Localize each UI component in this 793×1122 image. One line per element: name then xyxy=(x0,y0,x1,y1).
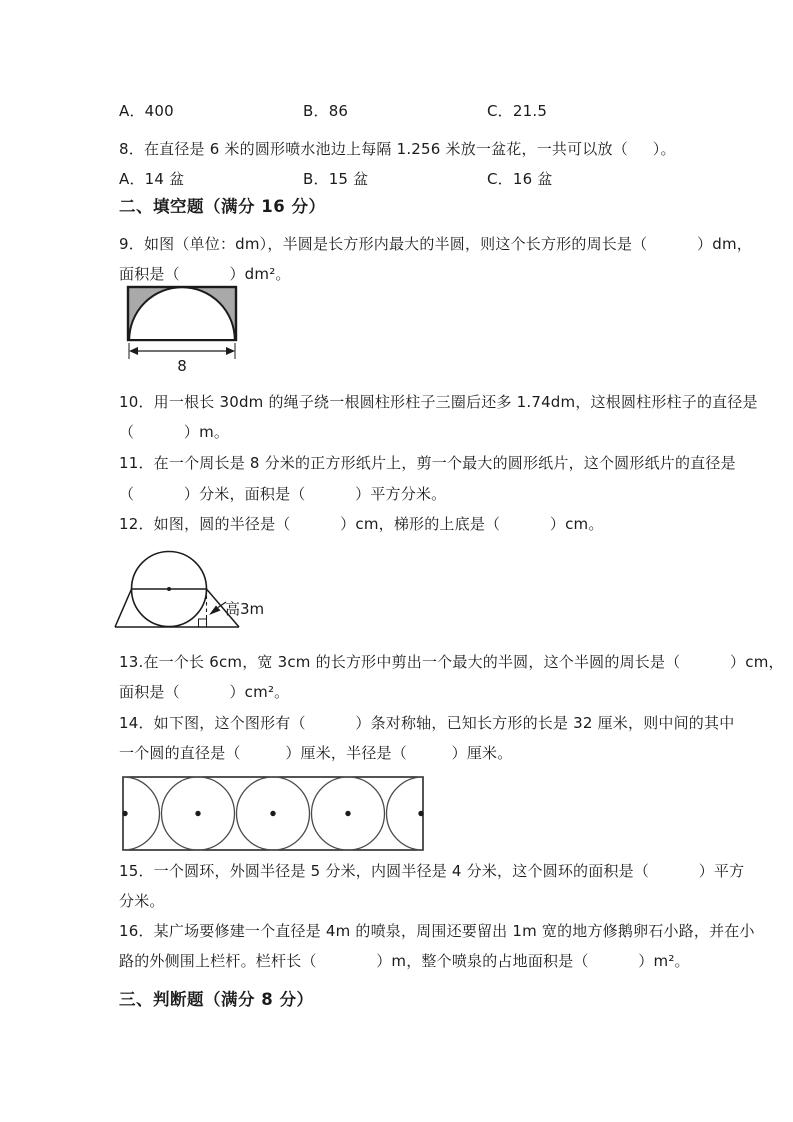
question-9-line-1: 9．如图（单位：dm），半圆是长方形内最大的半圆，则这个长方形的周长是（ ）dm， xyxy=(119,235,752,253)
question-16-line-1: 16．某广场要修建一个直径是 4m 的喷泉，周围还要留出 1m 宽的地方修鹅卵石小路，并在小 xyxy=(119,922,755,940)
question-16-line-2: 路的外侧围上栏杆。栏杆长（ ）m，整个喷泉的占地面积是（ ）m²。 xyxy=(119,952,690,970)
figure-q12-circle-and-trapezoid xyxy=(112,546,287,638)
q14-center-dot-2 xyxy=(270,811,275,816)
question-14-line-1: 14．如下图，这个图形有（ ）条对称轴，已知长方形的长是 32 厘米，则中间的其中 xyxy=(119,714,735,732)
question-10-line-2: （ ）m。 xyxy=(119,423,230,441)
q14-center-dot-3 xyxy=(345,811,350,816)
question-8-options-row xyxy=(119,169,739,189)
q14-left-semicircle xyxy=(123,777,159,850)
question-13-line-1: 13.在一个长 6cm，宽 3cm 的长方形中剪出一个最大的半圆，这个半圆的周长是（ ）cm， xyxy=(119,653,784,671)
question-11-line-1: 11．在一个周长是 8 分米的正方形纸片上，剪一个最大的圆形纸片，这个圆形纸片的直径是 xyxy=(119,454,736,472)
q9-width-dimension-label: 8 xyxy=(177,357,187,375)
q12-trapezoid-left-leg xyxy=(115,589,132,627)
section-3-heading: 三、判断题（满分 8 分） xyxy=(119,990,314,1009)
figure-q9-semicircle-in-rectangle xyxy=(126,285,238,375)
question-11-line-2: （ ）分米，面积是（ ）平方分米。 xyxy=(119,485,447,503)
question-10-line-1: 10．用一根长 30dm 的绳子绕一根圆柱形柱子三圈后还多 1.74dm，这根圆柱形柱子的直径是 xyxy=(119,393,758,411)
figure-q14-circles-in-rectangle xyxy=(120,774,426,853)
question-7-option-c: C．21.5 xyxy=(487,102,548,120)
q14-center-dot-right-edge xyxy=(418,811,423,816)
q14-center-dot-left-edge xyxy=(122,811,127,816)
q14-right-semicircle xyxy=(387,777,423,850)
question-7-option-b: B．86 xyxy=(303,102,349,120)
question-9-line-2: 面积是（ ）dm²。 xyxy=(119,265,291,283)
question-8-option-a: A．14 盆 xyxy=(119,170,185,188)
question-7-option-a: A．400 xyxy=(119,102,174,120)
q9-arrowhead-left-icon xyxy=(129,347,138,355)
question-14-line-2: 一个圆的直径是（ ）厘米，半径是（ ）厘米。 xyxy=(119,744,513,762)
q12-height-label: 高3m xyxy=(225,600,265,618)
question-7-options-row xyxy=(119,101,739,121)
question-8-option-c: C．16 盆 xyxy=(487,170,553,188)
question-15-line-2: 分米。 xyxy=(119,892,165,910)
question-13-line-2: 面积是（ ）cm²。 xyxy=(119,683,290,701)
q12-right-angle-mark xyxy=(199,619,207,627)
question-15-line-1: 15．一个圆环，外圆半径是 5 分米，内圆半径是 4 分米，这个圆环的面积是（ ）平方 xyxy=(119,862,745,880)
q9-arrowhead-right-icon xyxy=(226,347,235,355)
section-2-heading: 二、填空题（满分 16 分） xyxy=(119,197,326,216)
question-12-line-1: 12．如图，圆的半径是（ ）cm，梯形的上底是（ ）cm。 xyxy=(119,515,604,533)
question-8-option-b: B．15 盆 xyxy=(303,170,369,188)
question-8-text: 8．在直径是 6 米的圆形喷水池边上每隔 1.256 米放一盆花，一共可以放（ ）。 xyxy=(119,140,676,158)
q14-center-dot-1 xyxy=(195,811,200,816)
